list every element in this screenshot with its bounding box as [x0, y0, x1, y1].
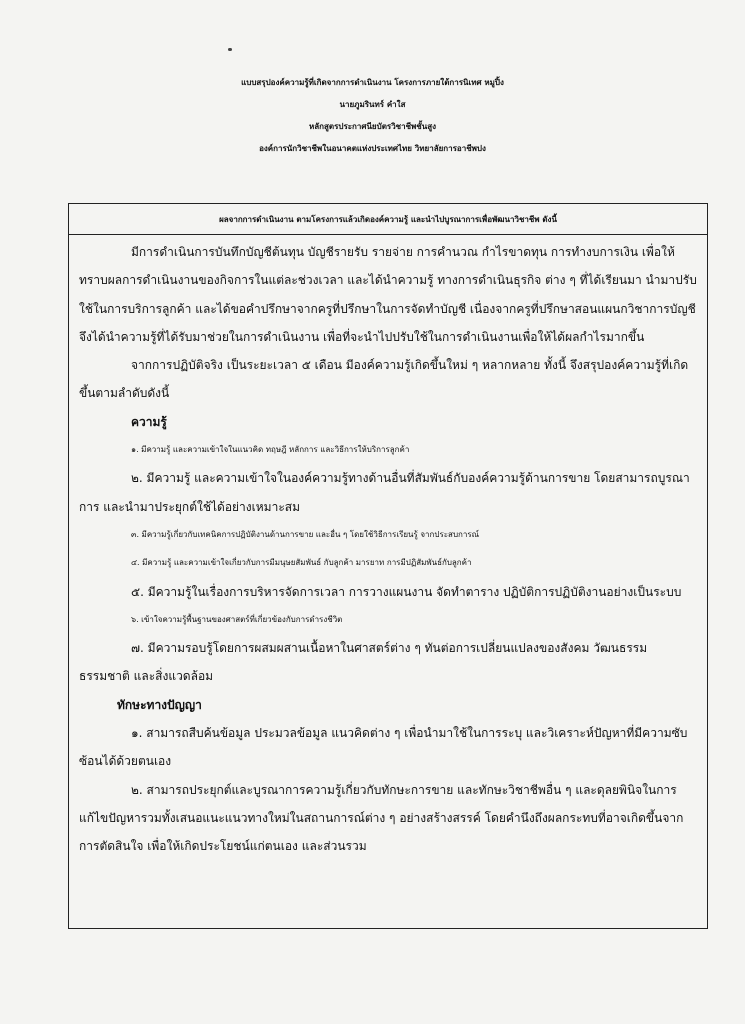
header-organization: องค์การนักวิชาชีพในอนาคตแห่งประเทศไทย วิทยาลัยการอาชีพปง: [259, 144, 486, 153]
document-header: [0, 72, 745, 160]
knowledge-item-3: ๓. มีความรู้เกี่ยวกับเทคนิคการปฏิบัติงานด้านการขาย และอื่น ๆ โดยใช้วิธีการเรียนรู้ จากประสบการณ์: [131, 529, 480, 539]
knowledge-heading: ความรู้: [131, 414, 167, 429]
header-author: นายภูมรินทร์ คำใส: [339, 100, 406, 109]
skills-item-1: ๑. สามารถสืบค้นข้อมูล ประมวลข้อมูล แนวคิดต่าง ๆ เพื่อนำมาใช้ในการระบุ และวิเคราะห์ปัญหาที่มีความซับซ้อนได้ด้วยตนเอง: [79, 726, 688, 769]
skills-heading: ทักษะทางปัญญา: [117, 697, 202, 712]
knowledge-item-2: ๒. มีความรู้ และความเข้าใจในองค์ความรู้ทางด้านอื่นที่สัมพันธ์กับองค์ความรู้ด้านการขาย โดยสามารถบูรณาการ และนำมาประยุกต์ใช้ได้อย่างเหมาะสม: [79, 471, 690, 514]
ink-speck: [228, 48, 232, 51]
box-body: [69, 235, 707, 861]
intro-paragraph-1: มีการดำเนินการบันทึกบัญชีต้นทุน บัญชีรายรับ รายจ่าย การคำนวณ กำไรขาดทุน การทำงบการเงิน เพื่อให้ทราบผลการดำเนินงานของกิจการในแต่ละช่วงเวลา และได้นำความรู้ ทางการดำเนินธุรกิจ ต่าง ๆ ที่ได้เรียนมา นำมาปรับใช้ในการบริการลูกค้า และได้ขอคำปรึกษาจากครูที่ปรึกษาในการจัดทำบัญชี เนื่องจากครูที่ปรึกษาสอนแผนกวิชาการบัญชี จึงได้นำความรู้ที่ได้รับมาช่วยในการดำเนินงาน เพื่อที่จะนำไปปรับใช้ในการดำเนินงานเพื่อให้ได้ผลกำไรมากขึ้น: [79, 245, 697, 344]
knowledge-item-6: ๖. เข้าใจความรู้พื้นฐานของศาสตร์ที่เกี่ยวข้องกับการดำรงชีวิต: [131, 614, 343, 624]
knowledge-item-4: ๔. มีความรู้ และความเข้าใจเกี่ยวกับการมีมนุษยสัมพันธ์ กับลูกค้า มารยาท การมีปฏิสัมพันธ์กับลูกค้า: [131, 558, 472, 568]
knowledge-item-7: ๗. มีความรอบรู้โดยการผสมผสานเนื้อหาในศาสตร์ต่าง ๆ ทันต่อการเปลี่ยนแปลงของสังคม วัฒนธรรม ธรรมชาติ และสิ่งแวดล้อม: [79, 641, 648, 684]
header-title: แบบสรุปองค์ความรู้ที่เกิดจากการดำเนินงาน โครงการภายใต้การนิเทศ หมูปิ้ง: [241, 78, 504, 87]
skills-item-2: ๒. สามารถประยุกต์และบูรณาการความรู้เกี่ยวกับทักษะการขาย และทักษะวิชาชีพอื่น ๆ และดุลยพินิจในการแก้ไขปัญหารวมทั้งเสนอแนะแนวทางใหม่ในสถานการณ์ต่าง ๆ อย่างสร้างสรรค์ โดยคำนึงถึงผลกระทบที่อาจเกิดขึ้นจากการตัดสินใจ เพื่อให้เกิดประโยชน์แก่ตนเอง และส่วนรวม: [79, 782, 684, 854]
box-heading: ผลจากการดำเนินงาน ตามโครงการแล้วเกิดองค์ความรู้ และนำไปบูรณาการเพื่อพัฒนาวิชาชีพ ดังนี้: [69, 204, 707, 235]
knowledge-item-1: ๑. มีความรู้ และความเข้าใจในแนวคิด ทฤษฎี หลักการ และวิธีการให้บริการลูกค้า: [131, 445, 410, 455]
summary-box: [68, 203, 708, 929]
intro-paragraph-2: จากการปฏิบัติจริง เป็นระยะเวลา ๕ เดือน มีองค์ความรู้เกิดขึ้นใหม่ ๆ หลากหลาย ทั้งนี้ จึงสรุปองค์ความรู้ที่เกิดขึ้นตามลำดับดังนี้: [79, 358, 689, 401]
header-program: หลักสูตรประกาศนียบัตรวิชาชีพชั้นสูง: [308, 122, 436, 131]
knowledge-item-5: ๕. มีความรู้ในเรื่องการบริหารจัดการเวลา การวางแผนงาน จัดทำตาราง ปฏิบัติการปฏิบัติงานอย่างเป็นระบบ: [131, 584, 682, 599]
